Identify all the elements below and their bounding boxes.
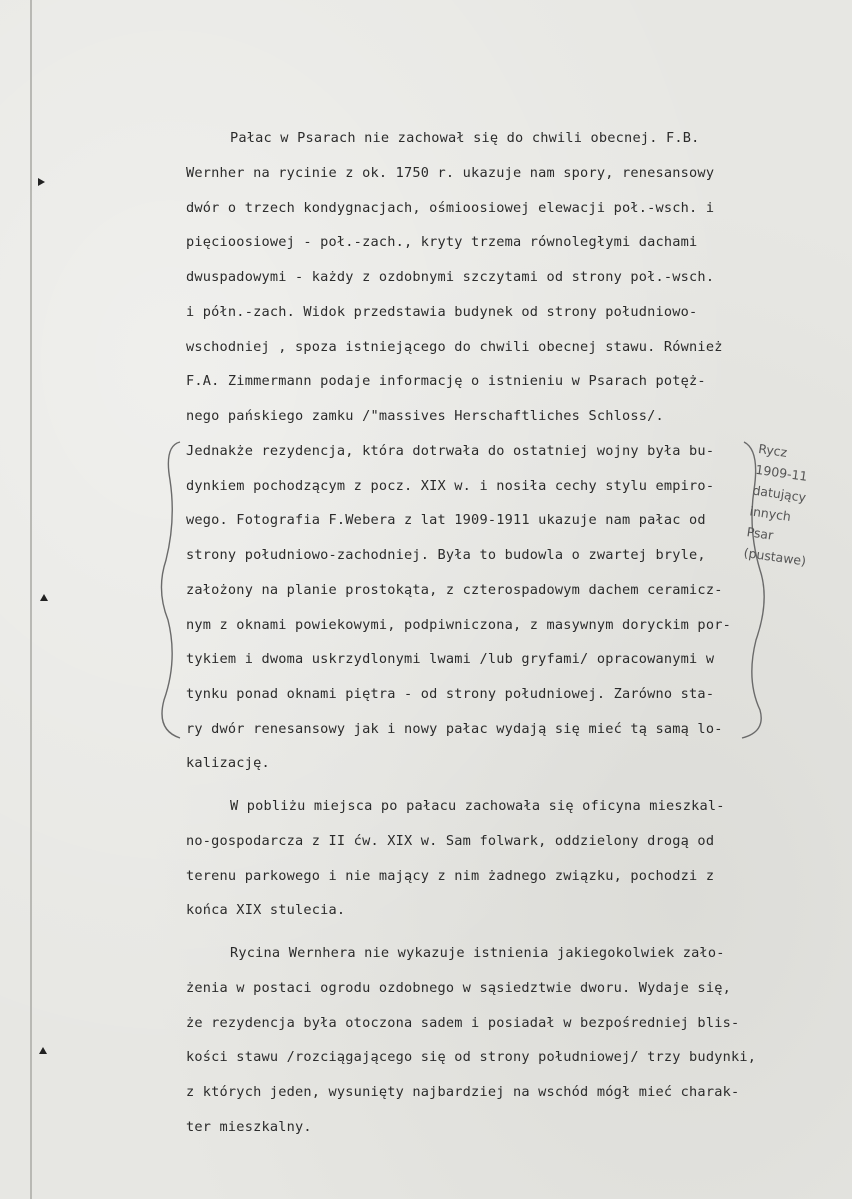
handwritten-margin-note [742, 438, 849, 575]
text-line: Wernher na rycinie z ok. 1750 r. ukazuje nam spory, renesansowy [186, 165, 715, 181]
text-line: tykiem i dwoma uskrzydlonymi lwami /lub gryfami/ opracowanymi w [186, 651, 715, 667]
text-line: wschodniej , spoza istniejącego do chwili obecnej stawu. Również [186, 339, 723, 355]
left-pencil-bracket [150, 440, 186, 740]
text-line: wego. Fotografia F.Webera z lat 1909-1911 ukazuje nam pałac od [186, 512, 706, 528]
text-line: że rezydencja była otoczona sadem i posiadał w bezpośredniej blis- [186, 1015, 740, 1031]
text-line: i półn.-zach. Widok przedstawia budynek od strony południowo- [186, 304, 698, 320]
margin-note-line: Psar [745, 524, 775, 543]
text-line: strony południowo-zachodniej. Była to budowla o zwartej bryle, [186, 547, 706, 563]
text-line: dwór o trzech kondygnacjach, ośmioosiowej elewacji poł.-wsch. i [186, 200, 715, 216]
text-line: F.A. Zimmermann podaje informację o istnieniu w Psarach potęż- [186, 373, 706, 389]
margin-note-line: Rycz [757, 440, 789, 460]
text-line: Rycina Wernhera nie wykazuje istnienia jakiegokolwiek zało- [230, 945, 725, 961]
text-line: z których jeden, wysunięty najbardziej na wschód mógł mieć charak- [186, 1084, 740, 1100]
text-line: Jednakże rezydencja, która dotrwała do ostatniej wojny była bu- [186, 443, 715, 459]
text-line: założony na planie prostokąta, z czterospadowym dachem ceramicz- [186, 582, 723, 598]
text-line: no-gospodarcza z II ćw. XIX w. Sam folwark, oddzielony drogą od [186, 833, 715, 849]
text-line: terenu parkowego i nie mający z nim żadnego związku, pochodzi z [186, 868, 715, 884]
text-line: kości stawu /rozciągającego się od strony południowej/ trzy budynki, [186, 1049, 757, 1065]
text-line: W pobliżu miejsca po pałacu zachowała się oficyna mieszkal- [230, 798, 725, 814]
margin-note-line: 1909-11 [754, 461, 809, 484]
text-line: dwuspadowymi - każdy z ozdobnymi szczytami od strony poł.-wsch. [186, 269, 715, 285]
text-line: ter mieszkalny. [186, 1119, 312, 1135]
text-line: nego pańskiego zamku /"massives Herschaftliches Schloss/. [186, 408, 664, 424]
text-line: dynkiem pochodzącym z pocz. XIX w. i nosiła cechy stylu empiro- [186, 478, 715, 494]
text-line: końca XIX stulecia. [186, 902, 346, 918]
text-line: tynku ponad oknami piętra - od strony południowej. Zarówno sta- [186, 686, 715, 702]
margin-note-line: (pustawe) [742, 544, 807, 569]
text-line: Pałac w Psarach nie zachował się do chwili obecnej. F.B. [230, 130, 700, 146]
margin-note-line: innych [748, 503, 792, 524]
text-line: pięcioosiowej - poł.-zach., kryty trzema równoległymi dachami [186, 234, 698, 250]
text-line: kalizację. [186, 755, 270, 771]
margin-note-line: datujący [751, 482, 808, 505]
text-line: nym z oknami powiekowymi, podpiwniczona, z masywnym doryckim por- [186, 617, 731, 633]
text-line: żenia w postaci ogrodu ozdobnego w sąsiedztwie dworu. Wydaje się, [186, 980, 731, 996]
text-line: ry dwór renesansowy jak i nowy pałac wydają się mieć tą samą lo- [186, 721, 723, 737]
